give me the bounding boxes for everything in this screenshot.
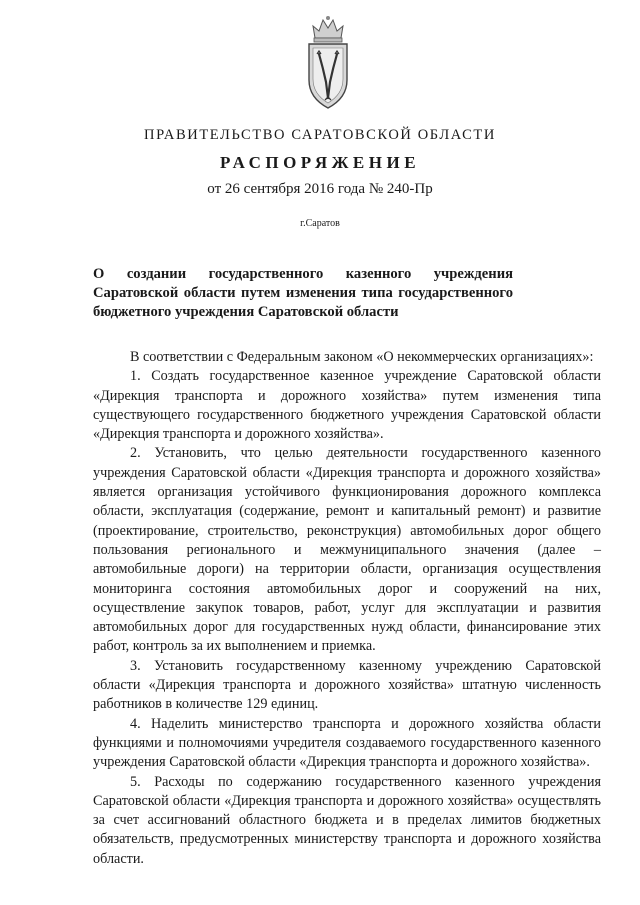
document-city: г.Саратов xyxy=(300,218,340,229)
body-item-4: 4. Наделить министерство транспорта и дорожного хозяйства области функциями и полномочиями учредителя создаваемого государственного казенного учреждения Саратовской области «Дирекция транспорта и дорожного хозяйства». xyxy=(93,715,601,771)
body-item-3: 3. Установить государственному казенному учреждению Саратовской области «Дирекция транспорта и дорожного хозяйства» штатную численность работников в количестве 129 единиц. xyxy=(93,657,601,713)
document-subject: О создании государственного казенного учреждения Саратовской области путем изменения типа государственного бюджетного учреждения Саратовской области xyxy=(93,266,513,320)
government-name: ПРАВИТЕЛЬСТВО САРАТОВСКОЙ ОБЛАСТИ xyxy=(144,127,496,143)
document-title: РАСПОРЯЖЕНИЕ xyxy=(219,153,421,172)
body-item-1: 1. Создать государственное казенное учреждение Саратовской области «Дирекция транспорта и дорожного хозяйства» путем изменения типа существующего государственного бюджетного учреждения Саратовской области «Дирекция транспорта и дорожного хозяйства». xyxy=(93,368,601,443)
body-intro: В соответствии с Федеральным законом «О некоммерческих организациях»: xyxy=(130,349,594,365)
document-date-number: от 26 сентября 2016 года № 240-Пр xyxy=(207,181,433,197)
body-item-5: 5. Расходы по содержанию государственного казенного учреждения Саратовской области «Дирекция транспорта и дорожного хозяйства» осуществлять за счет ассигнований областного бюджета и в пределах лимитов бюджетных обязательств, предусмотренных министерству транспорта и дорожного хозяйства области. xyxy=(93,773,601,867)
document-body xyxy=(93,348,601,869)
body-item-2: 2. Установить, что целью деятельности государственного казенного учреждения Саратовской области «Дирекция транспорта и дорожного хозяйства» является организация устойчивого функционирования дорожного комплекса области, эксплуатация (содержание, ремонт и капитальный ремонт) и развитие (проектирование, строительство, реконструкция) автомобильных дорог общего пользования регионального и межмуниципального значения (далее – автомобильные дороги) на территории области, организация осуществления мониторинга состояния автомобильных дорог и сооружений на них, осуществление закупок товаров, работ, услуг для эксплуатации и развития автомобильных дорог для государственных нужд области, финансирование этих работ, контроль за их выполнением и приемка. xyxy=(93,445,601,655)
saratov-coat-of-arms-icon xyxy=(304,14,352,112)
